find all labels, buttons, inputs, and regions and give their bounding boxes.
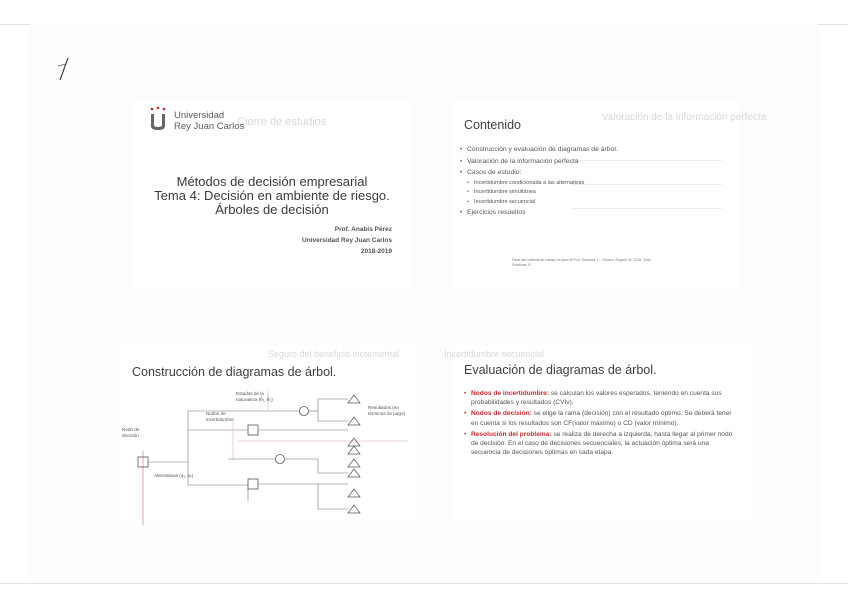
decision-tree-diagram xyxy=(118,381,418,525)
list-item: • Ejercicios resueltos xyxy=(460,207,700,219)
label-decision-node: Nodo de decisión xyxy=(122,427,140,438)
university-name: Universidad Rey Juan Carlos xyxy=(174,110,245,132)
university-logo-icon xyxy=(148,106,168,132)
label-states: Estados de la naturaleza (θ₁, θ₂) xyxy=(236,391,273,402)
ghost-bleed-text: Seguro del beneficio incremental xyxy=(268,349,400,359)
list-item: • Construcción y evaluación de diagramas de árbol. xyxy=(460,144,700,156)
scan-edge-bottom xyxy=(0,583,848,584)
list-subitem: • Incertidumbre secuencial xyxy=(460,198,700,208)
list-item: • Resolución del problema: se realiza de derecha a izquierda, hasta llegar al primer nodo de decisión. En el caso de decisiones secuenciales, la actuación óptima será una secuencia de decisiones óptimas en cada etapa. xyxy=(464,430,734,458)
label-results: Resultados (en términos de pago) xyxy=(368,405,406,416)
slide-tree-evaluation xyxy=(444,345,752,525)
ghost-bleed-text: Incertidumbre secuencial xyxy=(444,349,545,359)
list-item: • Nodos de decisión: se elige la rama (decisión) con el resultado óptimo. Se deberá tener en cuenta si los resultados son CF(valor máximo) o CD (valor mínimo). xyxy=(464,409,734,427)
list-item: • Nodos de incertidumbre: se calculan los valores esperados, teniendo en cuenta sus probabilidades y resultados (CVIv). xyxy=(464,389,734,407)
ghost-bleed-text: Cierre de estudios xyxy=(237,116,327,128)
slide-main-title: Métodos de decisión empresarial Tema 4: Decisión en ambiente de riesgo. Árboles de decisión xyxy=(154,174,390,217)
pen-mark xyxy=(54,56,74,82)
list-item: • Casos de estudio: xyxy=(460,167,700,179)
author-block: Prof. Anabis Pérez Universidad Rey Juan Carlos 2018-2019 xyxy=(302,226,392,255)
contents-list xyxy=(460,144,700,219)
slide-title xyxy=(132,100,412,290)
label-alternatives: Alternativas (a₁, a₂) xyxy=(154,473,194,478)
list-item: • Valoración de la información perfecta xyxy=(460,156,700,168)
reference-note: Parte del material de trabajo es para el Prof. Sánchez, L., Gómez, Segura, M. 2018. Todo Prácticas, S. xyxy=(512,258,651,267)
slide-heading: Evaluación de diagramas de árbol. xyxy=(464,363,657,377)
list-subitem: • Incertidumbre simultánea xyxy=(460,188,700,198)
slide-contents xyxy=(452,100,767,290)
label-uncertainty-nodes: Nodos de incertidumbre xyxy=(206,411,234,422)
slide-heading: Contenido xyxy=(464,118,521,132)
slide-heading: Construcción de diagramas de árbol. xyxy=(132,365,337,379)
list-subitem: • Incertidumbre condicionada a las alternativas xyxy=(460,179,700,189)
evaluation-list xyxy=(464,389,734,459)
ghost-bleed-text: Valoración de la información perfecta xyxy=(602,112,767,123)
slide-tree-construction xyxy=(118,345,418,525)
